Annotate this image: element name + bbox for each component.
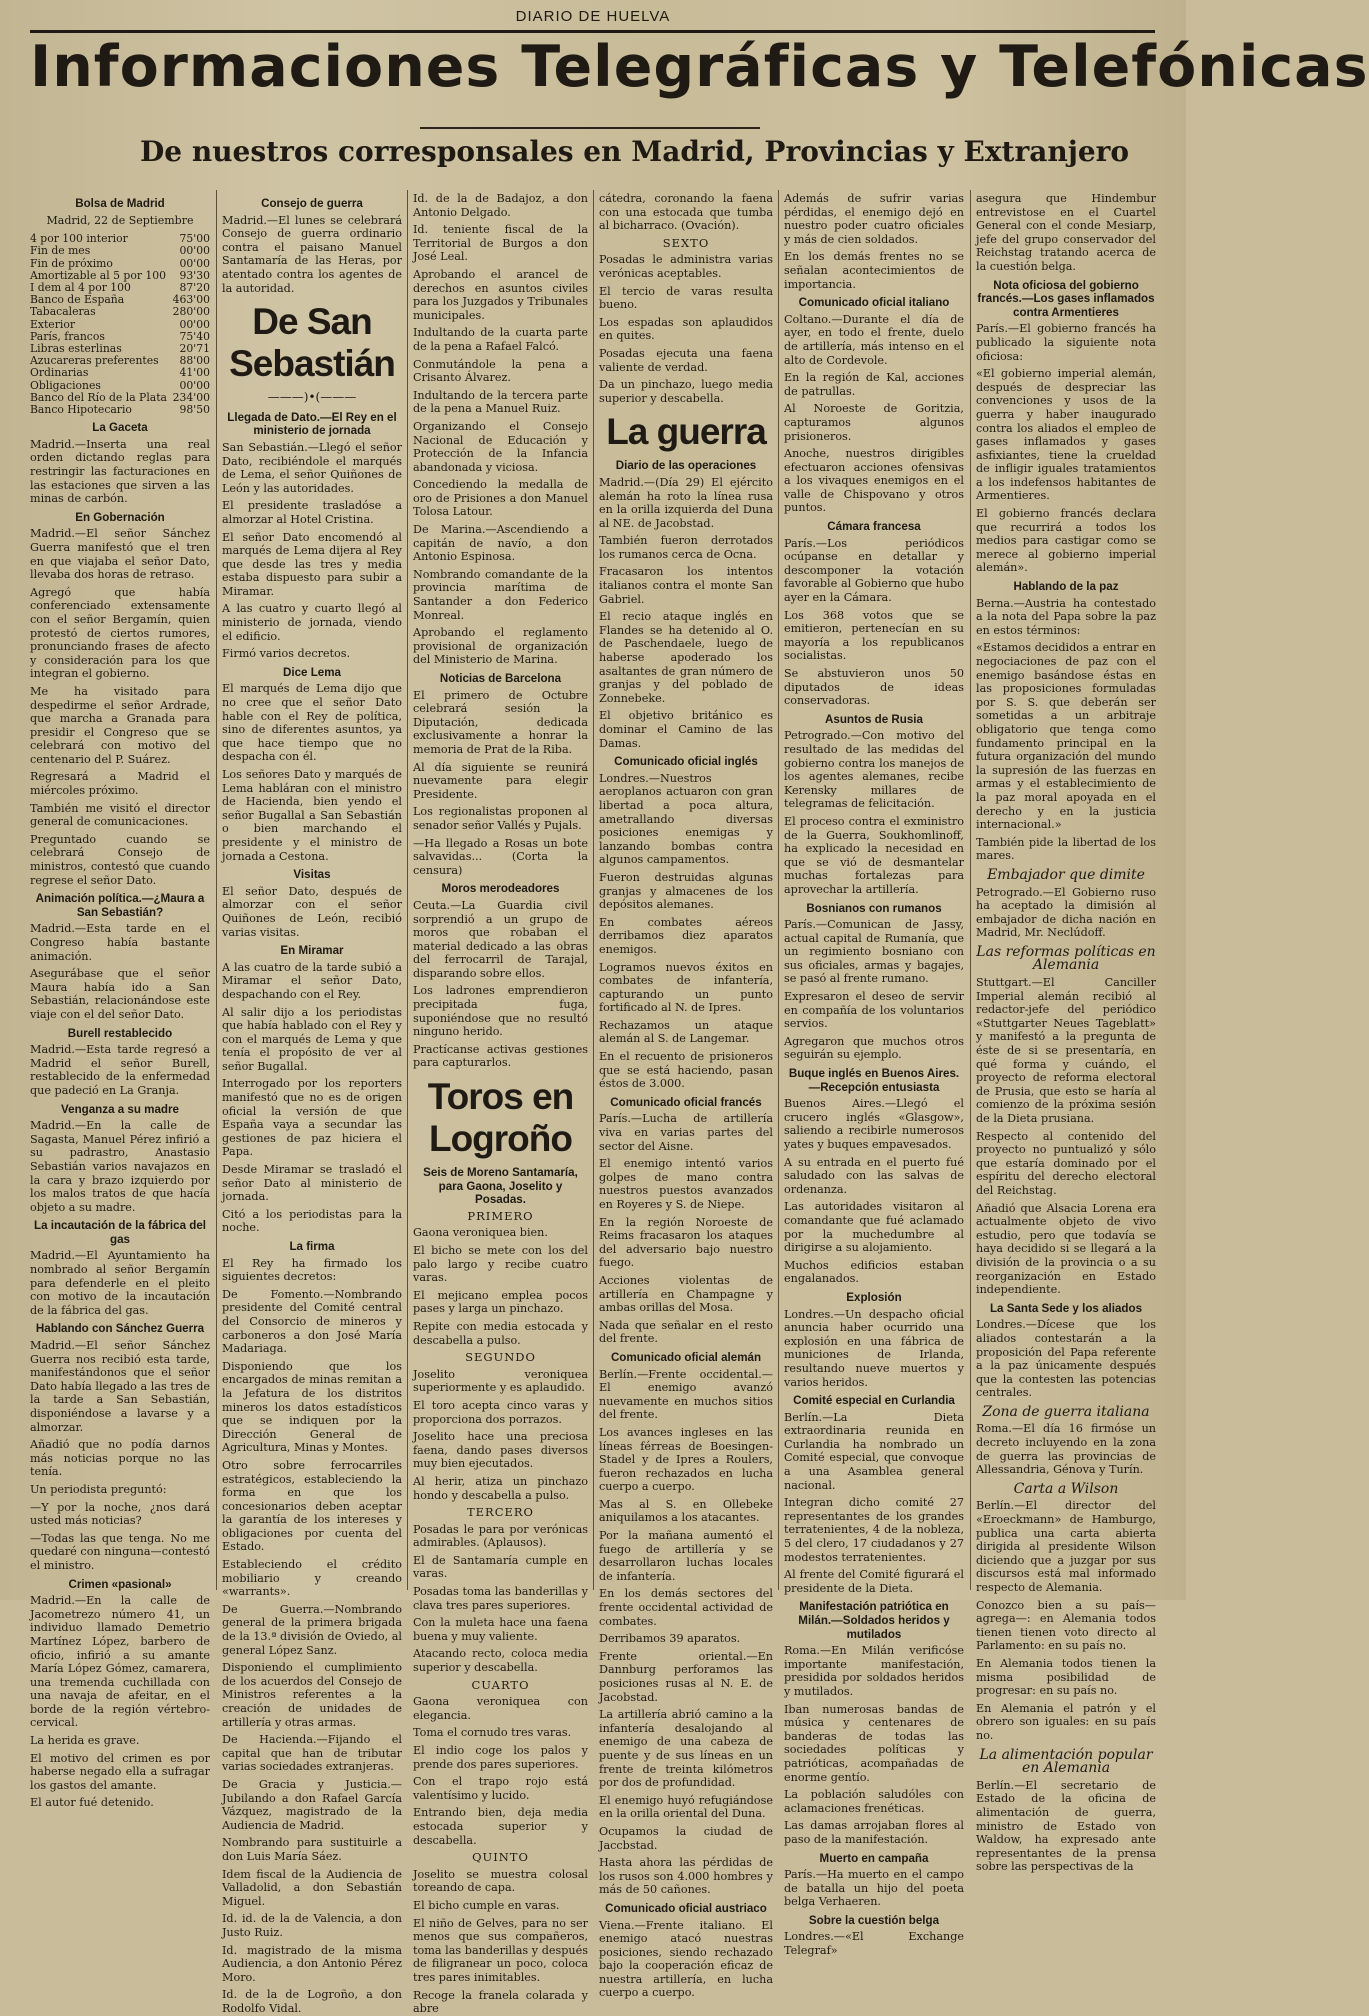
article-text: Se abstuvieron unos 50 diputados de ideas conservadoras. xyxy=(784,667,964,708)
gobernacion-title: En Gobernación xyxy=(75,510,165,524)
santa-sede-title: La Santa Sede y los aliados xyxy=(989,1301,1143,1315)
wilson-title: Carta a Wilson xyxy=(1013,1480,1119,1497)
article-text: Disponiendo que los encargados de minas remitan a la Jefatura de los distritos mineros los datos estadísticos que se indiquen por la Dirección General de Agricultura, Minas y Montes. xyxy=(222,1359,402,1455)
article-text: Mas al S. en Ollebeke aniquilamos a los atacantes. xyxy=(599,1497,773,1525)
article-text: Londres.—Dícese que los aliados contestarán a la proposición del Papa referente a la paz únicamente después que la contesten las potencias centrales. xyxy=(976,1318,1156,1400)
article-text: De Hacienda.—Fijando el capital que han de tributar varias sociedades extranjeras. xyxy=(222,1733,402,1774)
stock-name: Libras esterlinas xyxy=(30,342,122,356)
ornament: ———)•(——— xyxy=(267,390,357,405)
article-text: Fueron destruidas algunas granjas y almacenes de los depósitos alemanes. xyxy=(599,870,773,912)
article-text: Da un pinchazo, luego media superior y descabella. xyxy=(599,378,773,405)
article-text: Nada que señalar en el resto del frente. xyxy=(599,1318,773,1346)
article-text: San Sebastián.—Llegó el señor Dato, recibiéndole el marqués de Lema, el señor Quiñones de León y las autoridades. xyxy=(222,440,402,495)
buque-title: Buque inglés en Buenos Aires.—Recepción entusiasta xyxy=(788,1067,960,1094)
article-text: Logramos nuevos éxitos en combates de infantería, capturando un punto fortificado al N. de Ipres. xyxy=(599,960,773,1015)
article-text: El toro acepta cinco varas y proporciona dos porrazos. xyxy=(413,1398,588,1426)
article-text: Agregó que había conferenciado extensamente con el señor Bergamín, quien protestó de ciertos rumores, pronunciando frases de afecto y consideración para los que integran el gobierno. xyxy=(30,585,210,681)
page-subhead: De nuestros corresponsales en Madrid, Provincias y Extranjero xyxy=(140,135,1130,168)
ornament-rule xyxy=(420,127,760,129)
reformas-title: Las reformas políticas en Alemania xyxy=(976,943,1156,974)
curlandia-title: Comité especial en Curlandia xyxy=(793,1394,955,1408)
article-text: Fracasaron los intentos italianos contra el monte San Gabriel. xyxy=(599,565,773,606)
article-text: Por la mañana aumentó el fuego de artillería y se desarrollaron luchas locales de infantería. xyxy=(599,1529,773,1583)
article-text: Las autoridades visitaron al comandante que fué aclamado por la muchedumbre al dirigirse a su alojamiento. xyxy=(784,1200,964,1255)
article-text: El presidente trasladóse a almorzar al Hotel Cristina. xyxy=(222,499,402,526)
article-text: La artillería abrió camino a la infantería desalojando al enemigo de una cabeza de puente y de sus líneas en un frente de treinta kilómetros por dos de profundidad. xyxy=(599,1708,773,1790)
article-text: Madrid.—El lunes se celebrará Consejo de guerra ordinario contra el paisano Manuel Santamaría de las Heras, por atentado contra los agentes de la autoridad. xyxy=(222,213,402,295)
article-text: Disponiendo el cumplimiento de los acuerdos del Consejo de Ministros referentes a la creación de unidades de artillería y otras armas. xyxy=(222,1661,402,1729)
article-text: Posadas le administra varias verónicas aceptables. xyxy=(599,253,773,280)
article-text: Un periodista preguntó: xyxy=(30,1482,167,1496)
article-text: El de Santamaría cumple en varas. xyxy=(413,1553,588,1581)
paz-title: Hablando de la paz xyxy=(1013,580,1119,594)
article-text: Madrid.—El señor Sánchez Guerra nos recibió esta tarde, manifestándonos que el señor Dato había llegado a las tres de la tarde a San Sebastián, disponiéndose a lavarse y a almorzar. xyxy=(30,1339,210,1434)
stock-table xyxy=(30,233,210,416)
article-text: Roma.—En Milán verificóse importante manifestación, presidida por soldados heridos y mutilados. xyxy=(784,1644,964,1698)
article-text: Madrid.—En la calle de Sagasta, Manuel Pérez infirió a su padrastro, Anastasio Sebastián varios navajazos en la cara y brazo izquierdo por los malos tratos de que hacía objeto a su madre. xyxy=(30,1119,210,1214)
stock-row xyxy=(30,306,210,318)
article-text: Toma el cornudo tres varas. xyxy=(413,1726,572,1740)
austriaco-title: Comunicado oficial austriaco xyxy=(605,1901,767,1915)
venganza-title: Venganza a su madre xyxy=(61,1102,179,1116)
article-text: París.—Los periódicos ocúpanse en detallar y descomponer la votación favorable al Gobierno que hubo ayer en la Cámara. xyxy=(784,536,964,605)
italiano-title: Comunicado oficial italiano xyxy=(798,296,950,310)
article-text: En la región de Kal, acciones de patrullas. xyxy=(784,371,964,398)
miramar-title: En Miramar xyxy=(280,944,344,958)
stock-name: Tabacaleras xyxy=(30,305,96,319)
article-text: Stuttgart.—El Canciller Imperial alemán recibió al redactor-jefe del periódico «Stuttgarter Neues Tageblatt» y manifestó a la pregunta de éste de si se presentaría, en qué forma y cuándo, el proyecto de reforma electoral de Prusia, que esto se haría al comienzo de la próxima sesión de la Dieta prusiana. xyxy=(976,976,1156,1125)
article-text: El recio ataque inglés en Flandes se ha detenido al O. de Paschendaele, luego de haberse apoderado los asaltantes de gran número de granjas y del poblado de Zonnebeke. xyxy=(599,610,773,705)
article-text: Londres.—«El Exchange Telegraf» xyxy=(784,1930,964,1958)
nota-title: Nota oficiosa del gobierno francés.—Los gases inflamados contra Armentieres xyxy=(977,278,1155,319)
column-separator xyxy=(216,190,217,1590)
article-text: Con la muleta hace una faena buena y muy valiente. xyxy=(413,1616,588,1643)
column-2 xyxy=(222,192,402,2015)
article-text: El mejicano emplea pocos pases y larga un pinchazo. xyxy=(413,1288,588,1316)
article-text: En Alemania todos tienen la misma posibilidad de progresar: en su país no. xyxy=(976,1656,1156,1698)
article-text: Regresará a Madrid el miércoles próximo. xyxy=(30,770,210,798)
column-5 xyxy=(784,192,964,1958)
stock-value: 98'50 xyxy=(179,403,210,417)
stock-name: Obligaciones xyxy=(30,378,101,392)
article-text: Joselito veroniquea superiormente y es aplaudido. xyxy=(413,1367,588,1395)
bolsa-title: Bolsa de Madrid xyxy=(75,197,165,210)
article-text: También fueron derrotados los rumanos cerca de Ocna. xyxy=(599,534,773,561)
stock-name: Banco Hipotecario xyxy=(30,403,132,417)
stock-value: 00'00 xyxy=(179,244,210,258)
article-text: Los señores Dato y marqués de Lema habláran con el ministro de Hacienda, bien yendo el señor Bugallal a San Sebastián o bien marchando el presidente y el ministro de jornada a Cestona. xyxy=(222,768,402,863)
article-text: En combates aéreos derribamos diez aparatos enemigos. xyxy=(599,915,773,956)
article-text: Coltano.—Durante el día de ayer, en todo el frente, duelo de artillería, más intenso en el alto de Cordevole. xyxy=(784,312,964,367)
article-text: El proceso contra el exministro de la Guerra, Soukhomlinoff, ha explicado la necesidad en que se vió de desmantelar muchas fortalezas para aprovechar la artillería. xyxy=(784,814,964,896)
article-text: Berlín.—El director del «Eroeckmann» de Hamburgo, publica una carta abierta dirigida al presidente Wilson diciendo que a juzgar por sus discursos está mal informado respecto de Alemania. xyxy=(976,1499,1156,1594)
firma-title: La firma xyxy=(289,1240,335,1253)
toros-title: Seis de Moreno Santamaría, para Gaona, Joselito y Posadas. xyxy=(423,1166,578,1207)
article-text: Madrid.—Inserta una real orden dictando reglas para restringir las facturaciones en las estaciones que sirven a las minas de carbón. xyxy=(30,437,210,506)
article-text: Los ladrones emprendieron precipitada fuga, suponiéndose que no resultó ninguno herido. xyxy=(413,984,588,1039)
article-text: Los regionalistas proponen al senador señor Vallés y Pujals. xyxy=(413,805,588,832)
stock-name: Ordinarias xyxy=(30,366,89,380)
article-text: De Guerra.—Nombrando general de la primera brigada de la 13.ª división de Oviedo, al general López Sanz. xyxy=(222,1602,402,1657)
article-text: Posadas le para por verónicas admirables. (Aplausos). xyxy=(413,1522,588,1550)
aleman-title: Comunicado oficial alemán xyxy=(610,1350,762,1364)
article-text: El motivo del crimen es por haberse negado ella a sufragar los gastos del amante. xyxy=(30,1751,210,1792)
stock-value: 234'00 xyxy=(172,390,210,404)
crimen-title: Crimen «pasional» xyxy=(68,1577,172,1591)
article-text: También me visitó el director general de comunicaciones. xyxy=(30,801,210,829)
stock-name: Banco del Río de la Plata xyxy=(30,390,167,404)
article-text: Ceuta.—La Guardia civil sorprendió a un grupo de moros que robaban el material dedicado a las obras del ferrocarril de Tarajal, disparando sobre ellos. xyxy=(413,898,588,980)
article-text: «Estamos decididos a entrar en negociaciones de paz con el enemigo basándose éstas en las proposiciones formuladas por S. S. que deberán ser sometidas a un arbitraje obligatorio que tenga como fundamento principal en la futura organización del mundo la supresión de las fuerzas en armas y el establecimiento de la paz moral apoyada en el derecho y en la justicia internacional.» xyxy=(976,641,1156,832)
article-text: En los demás frentes no se señalan acontecimientos de importancia. xyxy=(784,250,964,291)
article-text: París.—Ha muerto en el campo de batalla un hijo del poeta belga Verhaeren. xyxy=(784,1868,964,1909)
stock-value: 20'71 xyxy=(179,342,210,356)
zona-title: Zona de guerra italiana xyxy=(982,1403,1150,1420)
article-text: El indio coge los palos y prende dos pares superiores. xyxy=(413,1744,588,1771)
stock-name: Fin de próximo xyxy=(30,256,113,270)
article-text: Ocupamos la ciudad de Jaccbstad. xyxy=(599,1824,773,1852)
milan-title: Manifestación patriótica en Milán.—Soldados heridos y mutilados xyxy=(798,1600,950,1641)
article-text: Madrid.—El Ayuntamiento ha nombrado al señor Bergamín para defenderle en el pleito con motivo de la incautación de la fábrica del gas. xyxy=(30,1249,210,1317)
article-text: El marqués de Lema dijo que no cree que el señor Dato hable con el Rey de política, sino de diferentes asuntos, ya que hace tiempo que no despacha con él. xyxy=(222,682,402,764)
article-text: Madrid.—Esta tarde regresó a Madrid el señor Burell, restablecido de la enfermedad que padeció en La Granja. xyxy=(30,1043,210,1097)
top-rule xyxy=(30,30,1155,33)
stock-name: Azucareras preferentes xyxy=(30,354,159,368)
bull-heading: TERCERO xyxy=(466,1505,534,1520)
section-heading-san-sebastian: De San Sebastián xyxy=(229,301,395,385)
article-text: Gaona veroniquea con elegancia. xyxy=(413,1695,588,1722)
stock-row xyxy=(30,367,210,379)
article-text: Petrogrado.—Con motivo del resultado de las medidas del gobierno contra los manejos de los agentes alemanes, recibe Kerensky millares de telegramas de felicitación. xyxy=(784,729,964,811)
article-text: Nombrando comandante de la provincia marítima de Santander a don Federico Monreal. xyxy=(413,567,588,622)
article-text: La población saludóles con aclamaciones frenéticas. xyxy=(784,1788,964,1815)
article-text: Respecto al contenido del proyecto no puntualizó y sólo que estaría dominado por el espíritu del derecho electoral del Reichstag. xyxy=(976,1129,1156,1197)
article-text: asegura que Hindembur entrevistose en el Cuartel General con el conde Mesiarp, jefe del grupo conservador del Reichstag tratando acerca de la cuestión belga. xyxy=(976,192,1156,273)
article-text: Asegurábase que el señor Maura había ido a San Sebastián, relacionándose este viaje con el del señor Dato. xyxy=(30,967,210,1021)
column-1 xyxy=(30,192,210,1810)
section-heading-toros: Toros en Logroño xyxy=(427,1076,574,1160)
article-text: Berlín.—Frente occidental.—El enemigo avanzó nuevamente en muchos sitios del frente. xyxy=(599,1367,773,1422)
article-text: Atacando recto, coloca media superior y descabella. xyxy=(413,1647,588,1675)
article-text: Id. de la de Badajoz, a don Antonio Delgado. xyxy=(413,192,588,219)
article-text: Al día siguiente se reunirá nuevamente para elegir Presidente. xyxy=(413,760,588,801)
lema-title: Dice Lema xyxy=(283,665,341,679)
article-text: Repite con media estocada y descabella a pulso. xyxy=(413,1319,588,1347)
article-text: Joselito se muestra colosal toreando de capa. xyxy=(413,1867,588,1895)
article-text: Madrid.—En la calle de Jacometrezo número 41, un individuo llamado Demetrio Martínez López, barbero de oficio, infirió a su amante María López Gómez, camarera, una tremenda cuchillada con una navaja de afeitar, en el borde de la región vértebro-cervical. xyxy=(30,1594,210,1730)
article-text: Además de sufrir varias pérdidas, el enemigo dejó en nuestro poder cuatro oficiales y más de cien soldados. xyxy=(784,192,964,246)
article-text: El primero de Octubre celebrará sesión la Diputación, dedicada exclusivamente a honrar la memoria de Prat de la Riba. xyxy=(413,688,588,756)
article-text: Buenos Aires.—Llegó el crucero inglés «Glasgow», saliendo a recibirle numerosos yates y buques empavesados. xyxy=(784,1097,964,1151)
belga-title: Sobre la cuestión belga xyxy=(808,1913,940,1927)
article-text: Estableciendo el crédito mobiliario y creando «warrants». xyxy=(222,1558,402,1599)
article-text: Aprobando el arancel de derechos en asuntos civiles para los Juzgados y Tribunales municipales. xyxy=(413,267,588,322)
article-text: Derribamos 39 aparatos. xyxy=(599,1632,741,1646)
column-6 xyxy=(976,192,1156,1874)
animacion-title: Animación política.—¿Maura a San Sebastián? xyxy=(35,892,205,919)
article-text: En la región Noroeste de Reims fracasaron los ataques del adversario bajo nuestro fuego. xyxy=(599,1215,773,1270)
article-text: Madrid.—Esta tarde en el Congreso había bastante animación. xyxy=(30,922,210,963)
embajador-title: Embajador que dimite xyxy=(987,866,1145,883)
article-text: Berlín.—La Dieta extraordinaria reunida en Curlandia ha nombrado un Comité especial, que convoque a una Asamblea general nacional. xyxy=(784,1410,964,1492)
stock-name: Fin de mes xyxy=(30,244,91,258)
muerto-title: Muerto en campaña xyxy=(819,1851,929,1865)
gaceta-title: La Gaceta xyxy=(92,421,148,435)
stock-value: 88'00 xyxy=(179,354,210,368)
article-text: Hasta ahora las pérdidas de los rusos son 4.000 hombres y más de 50 cañones. xyxy=(599,1856,773,1897)
article-text: El bicho se mete con los del palo largo y recibe cuatro varas. xyxy=(413,1244,588,1285)
article-text: Iban numerosas bandas de música y centenares de banderas de todas las sociedades políticas y patrióticas, acompañadas de enorme gentío. xyxy=(784,1702,964,1784)
column-separator xyxy=(407,190,408,1590)
article-text: Londres.—Nuestros aeroplanos actuaron con gran libertad a poca altura, ametrallando diversas posiciones enemigas y lanzando bombas contra algunos campamentos. xyxy=(599,771,773,867)
article-text: Organizando el Consejo Nacional de Educación y Protección de la Infancia abandonada y viciosa. xyxy=(413,419,588,474)
consejo-title: Consejo de guerra xyxy=(261,197,363,210)
article-text: Indultando de la tercera parte de la pena a Manuel Ruiz. xyxy=(413,388,588,416)
article-text: Id. id. de la de Valencia, a don Justo Ruiz. xyxy=(222,1912,402,1939)
article-text: Integran dicho comité 27 representantes de los grandes terratenientes, 4 de la nobleza, 5 del clero, 17 ciudadanos y 27 modestos terratenientes. xyxy=(784,1496,964,1564)
article-text: En Alemania el patrón y el obrero son iguales: en su país no. xyxy=(976,1701,1156,1742)
article-text: De Fomento.—Nombrando presidente del Comité central del Consorcio de mineros y carboneros a don José María Madariaga. xyxy=(222,1287,402,1356)
bull-heading: CUARTO xyxy=(471,1677,530,1692)
rusia-title: Asuntos de Rusia xyxy=(825,712,923,726)
article-text: París.—Comunican de Jassy, actual capital de Rumanía, que un regimiento bosniano con sus oficiales, armas y bagajes, se pasó al frente rumano. xyxy=(784,918,964,986)
article-text: Conmutándole la pena a Crisanto Álvarez. xyxy=(413,357,588,385)
stock-value: 463'00 xyxy=(172,293,210,307)
article-text: Practícanse activas gestiones para capturarlos. xyxy=(413,1042,588,1070)
stock-row xyxy=(30,380,210,392)
article-text: Id. magistrado de la misma Audiencia, a don Antonio Pérez Moro. xyxy=(222,1943,402,1984)
article-text: A las cuatro de la tarde subió a Miramar el señor Dato, despachando con el Rey. xyxy=(222,960,402,1001)
article-text: La herida es grave. xyxy=(30,1734,140,1748)
bolsa-date: Madrid, 22 de Septiembre xyxy=(46,213,194,227)
article-text: Al Noroeste de Goritzia, capturamos algunos prisioneros. xyxy=(784,402,964,443)
stock-row xyxy=(30,258,210,270)
article-text: Los 368 votos que se emitieron, pertenecían en su mayoría a los republicanos socialistas. xyxy=(784,608,964,663)
moros-title: Moros merodeadores xyxy=(441,882,560,896)
article-text: Al salir dijo a los periodistas que había hablado con el Rey y con el marqués de Lema y que tenía el propósito de ver al señor Bugallal. xyxy=(222,1005,402,1073)
article-text: Acciones violentas de artillería en Champagne y ambas orillas del Mosa. xyxy=(599,1273,773,1315)
article-text: A su entrada en el puerto fué saludado con las salvas de ordenanza. xyxy=(784,1155,964,1196)
article-text: Al frente del Comité figurará el presidente de la Dieta. xyxy=(784,1568,964,1595)
article-text: Recoge la franela colarada y abre xyxy=(413,1988,588,2016)
article-text: El enemigo intentó varios golpes de mano contra nuestros puestos avanzados en Royeres y S. de Niepe. xyxy=(599,1157,773,1211)
bosnianos-title: Bosnianos con rumanos xyxy=(806,901,942,915)
article-text: Viena.—Frente italiano. El enemigo atacó nuestras posiciones, siendo rechazado bajo la cooperación eficaz de nuestra artillería, en lucha cuerpo a cuerpo. xyxy=(599,1918,773,2000)
stock-row xyxy=(30,404,210,416)
ingles-title: Comunicado oficial inglés xyxy=(614,755,758,769)
article-text: Petrogrado.—El Gobierno ruso ha aceptado la dimisión al embajador de dicha nación en Madrid, Mr. Neclúdoff. xyxy=(976,885,1156,940)
explosion-title: Explosión xyxy=(846,1290,902,1304)
stock-name: Amortizable al 5 por 100 xyxy=(30,268,167,282)
page-headline: Informaciones Telegráficas y Telefónicas xyxy=(30,34,1369,100)
bull-heading: PRIMERO xyxy=(467,1208,534,1223)
article-text: Berlín.—El secretario de Estado de la oficina de alimentación de guerra, ministro de Estado von Waldow, ha expresado ante representantes de la prensa sobre las perspectivas de la xyxy=(976,1778,1156,1874)
article-text: Agregaron que muchos otros seguirán su ejemplo. xyxy=(784,1034,964,1062)
stock-name: Banco de España xyxy=(30,293,125,307)
article-text: Nombrando para sustituirle a don Luis María Sáez. xyxy=(222,1836,402,1863)
article-text: Conozco bien a su país—agrega—: en Alemania todos tienen tienen voto directo al Parlamento: en su país no. xyxy=(976,1598,1156,1653)
article-text: Citó a los periodistas para la noche. xyxy=(222,1207,402,1235)
bull-heading: SEXTO xyxy=(662,235,710,250)
article-text: Añadió que no podía darnos más noticias porque no las tenía. xyxy=(30,1438,210,1479)
stock-value: 00'00 xyxy=(179,378,210,392)
stock-value: 41'00 xyxy=(179,366,210,380)
stock-name: 4 por 100 interior xyxy=(30,232,128,246)
bull-heading: SEGUNDO xyxy=(465,1350,536,1365)
article-text: París.—El gobierno francés ha publicado la siguiente nota oficiosa: xyxy=(976,322,1156,363)
diario-title: Diario de las operaciones xyxy=(615,459,757,473)
article-text: Los espadas son aplaudidos en quites. xyxy=(599,315,773,343)
article-text: Indultando de la cuarta parte de la pena a Rafael Falcó. xyxy=(413,326,588,353)
article-text: El señor Dato, después de almorzar con el señor Quiñones de León, recibió varias visitas. xyxy=(222,884,402,939)
article-text: Al herir, atiza un pinchazo hondo y descabella a pulso. xyxy=(413,1474,588,1502)
article-text: Rechazamos un ataque alemán al S. de Langemar. xyxy=(599,1018,773,1046)
stock-row xyxy=(30,245,210,257)
article-text: De Marina.—Ascendiendo a capitán de navío, a don Antonio Espinosa. xyxy=(413,523,588,564)
article-text: Otro sobre ferrocarriles estratégicos, estableciendo la forma en que los concesionarios deben aceptar la garantía de los intereses y obligaciones por cuenta del Estado. xyxy=(222,1458,402,1554)
article-text: Id. teniente fiscal de la Territorial de Burgos a don José Leal. xyxy=(413,223,588,264)
stock-value: 280'00 xyxy=(172,305,210,319)
column-separator xyxy=(970,190,971,1590)
article-text: Posadas toma las banderillas y clava tres pares superiores. xyxy=(413,1585,588,1612)
incautacion-title: La incautación de la fábrica del gas xyxy=(33,1219,207,1246)
article-text: El bicho cumple en varas. xyxy=(413,1898,560,1912)
column-separator xyxy=(593,190,594,1590)
article-text: cátedra, coronando la faena con una estocada que tumba al bicharraco. (Ovación). xyxy=(599,192,773,233)
article-text: El gobierno francés declara que recurrirá a todos los medios para castigar como se merece al gobierno imperial alemán». xyxy=(976,507,1156,575)
article-text: El autor fué detenido. xyxy=(30,1796,154,1810)
article-text: En el recuento de prisioneros que se está haciendo, pasan éstos de 3.000. xyxy=(599,1050,773,1091)
barcelona-title: Noticias de Barcelona xyxy=(439,672,562,685)
burell-title: Burell restablecido xyxy=(67,1026,173,1040)
stock-value: 75'00 xyxy=(179,232,210,246)
section-heading-guerra: La guerra xyxy=(606,411,766,453)
article-text: De Gracia y Justicia.—Jubilando a don Rafael García Vázquez, magistrado de la Audiencia de Madrid. xyxy=(222,1777,402,1832)
article-text: El enemigo huyó refugiándose en la orilla oriental del Duna. xyxy=(599,1793,773,1821)
article-text: Roma.—El día 16 firmóse un decreto incluyendo en la zona de guerra las provincias de Allessandria, Génova y Turín. xyxy=(976,1422,1156,1477)
article-text: El Rey ha firmado los siguientes decretos: xyxy=(222,1256,402,1284)
hablando-title: Hablando con Sánchez Guerra xyxy=(35,1322,205,1336)
visitas-title: Visitas xyxy=(293,868,331,882)
article-text: Las damas arrojaban flores al paso de la manifestación. xyxy=(784,1819,964,1846)
article-text: Los avances ingleses en las líneas férreas de Boesingen-Stadel y de Ipres a Roulers, fueron rechazados en lucha cuerpo a cuerpo. xyxy=(599,1425,773,1494)
article-text: Posadas ejecuta una faena valiente de verdad. xyxy=(599,346,773,374)
article-text: Entrando bien, deja media estocada superior y descabella. xyxy=(413,1806,588,1847)
article-text: Preguntado cuando se celebrará Consejo de ministros, contestó que cuando regrese el señor Dato. xyxy=(30,832,210,887)
article-text: También pide la libertad de los mares. xyxy=(976,835,1156,863)
article-text: Frente oriental.—En Dannburg perforamos las posiciones rusas al N. E. de Jacobstad. xyxy=(599,1649,773,1704)
article-text: Me ha visitado para despedirme el señor Ardrade, que marcha a Granada para presidir el Congreso que se celebrará con motivo del centenario del P. Suárez. xyxy=(30,684,210,766)
article-text: «El gobierno imperial alemán, después de despreciar las convenciones y usos de la guerra y haber inaugurado contra los aliados el empleo de gases inflamados y gases asfixiantes, tiene la crueldad de infligir iguales tratamientos a los indefensos habitantes de Armentieres. xyxy=(976,367,1156,503)
stock-name: París, francos xyxy=(30,329,105,343)
article-text: Con el trapo rojo está valentísimo y lucido. xyxy=(413,1775,588,1802)
article-text: Joselito hace una preciosa faena, dando pases diversos muy bien ejecutados. xyxy=(413,1430,588,1471)
article-text: Aprobando el reglamento provisional de organización del Ministerio de Marina. xyxy=(413,626,588,667)
stock-name: I dem al 4 por 100 xyxy=(30,281,131,294)
camara-title: Cámara francesa xyxy=(827,520,921,534)
stock-value: 75'40 xyxy=(179,329,210,343)
column-4 xyxy=(599,192,773,2000)
article-text: Id. de la de Logroño, a don Rodolfo Vidal. xyxy=(222,1988,402,2015)
article-text: A las cuatro y cuarto llegó al ministerio de jornada, viendo el edificio. xyxy=(222,602,402,643)
article-text: Muchos edificios estaban engalanados. xyxy=(784,1258,964,1286)
stock-value: 00'00 xyxy=(179,317,210,331)
article-text: Idem fiscal de la Audiencia de Valladolid, a don Sebastián Miguel. xyxy=(222,1867,402,1908)
article-text: Londres.—Un despacho oficial anuncia haber ocurrido una explosión en una fábrica de municiones de Irlanda, resultando nueve muertos y varios heridos. xyxy=(784,1307,964,1389)
article-text: El niño de Gelves, para no ser menos que sus compañeros, toma las banderillas y después de filigranear un poco, coloca tres pares inimitables. xyxy=(413,1916,588,1984)
article-text: El tercio de varas resulta bueno. xyxy=(599,284,773,312)
alimentacion-title: La alimentación popular en Alemania xyxy=(979,1746,1153,1777)
article-text: Gaona veroniquea bien. xyxy=(413,1226,548,1240)
article-text: Expresaron el deseo de servir en compañía de los voluntarios servios. xyxy=(784,990,964,1031)
article-text: En los demás sectores del frente occidental actividad de combates. xyxy=(599,1587,773,1628)
masthead: DIARIO DE HUELVA xyxy=(515,8,671,25)
column-separator xyxy=(778,190,779,1590)
article-text: —Ha llegado a Rosas un bote salvavidas... (Corta la censura) xyxy=(413,836,588,877)
stock-row xyxy=(30,319,210,331)
article-text: El objetivo británico es dominar el Camino de las Damas. xyxy=(599,709,773,750)
stock-name: Exterior xyxy=(30,317,75,331)
bull-heading: QUINTO xyxy=(472,1850,529,1865)
stock-value: 87'20 xyxy=(179,281,210,294)
article-text: Anoche, nuestros dirigibles efectuaron acciones ofensivas a los vivaques enemigos en el valle de Chispovano y otros puntos. xyxy=(784,447,964,515)
llegada-title: Llegada de Dato.—El Rey en el ministerio de jornada xyxy=(227,410,397,438)
column-3 xyxy=(413,192,588,2016)
article-text: Madrid.—El señor Sánchez Guerra manifestó que el tren en que viajaba el señor Dato, llevaba dos horas de retraso. xyxy=(30,527,210,582)
stock-value: 00'00 xyxy=(179,256,210,270)
article-text: Añadió que Alsacia Lorena era actualmente objeto de vivo estudio, pero que todavía se haya decidido si se llegará a la división de la provincia o a su reorganización en Estado independiente. xyxy=(976,1201,1156,1297)
article-text: Concediendo la medalla de oro de Prisiones a don Manuel Tolosa Latour. xyxy=(413,478,588,519)
article-text: —Todas las que tenga. No me quedaré con ninguna—contestó el ministro. xyxy=(30,1531,210,1572)
article-text: Interrogado por los reporters manifestó que no es de origen oficial la versión de que España vaya a secundar las gestiones de paz hiciera el Papa. xyxy=(222,1077,402,1159)
article-text: El señor Dato encomendó al marqués de Lema dijera al Rey que desde las tres y media estaba dispuesto para subir a Miramar. xyxy=(222,530,402,598)
article-text: —Y por la noche, ¿nos dará usted más noticias? xyxy=(30,1500,210,1528)
article-text: Berna.—Austria ha contestado a la nota del Papa sobre la paz en estos términos: xyxy=(976,596,1156,637)
frances-title: Comunicado oficial francés xyxy=(610,1095,762,1109)
article-text: París.—Lucha de artillería viva en varias partes del sector del Aisne. xyxy=(599,1112,773,1153)
stock-value: 93'30 xyxy=(179,268,210,282)
article-text: Firmó varios decretos. xyxy=(222,647,351,661)
article-text: Madrid.—(Día 29) El ejército alemán ha roto la línea rusa en la orilla izquierda del Duna al NE. de Jacobstad. xyxy=(599,475,773,530)
article-text: Desde Miramar se trasladó el señor Dato al ministerio de jornada. xyxy=(222,1163,402,1204)
